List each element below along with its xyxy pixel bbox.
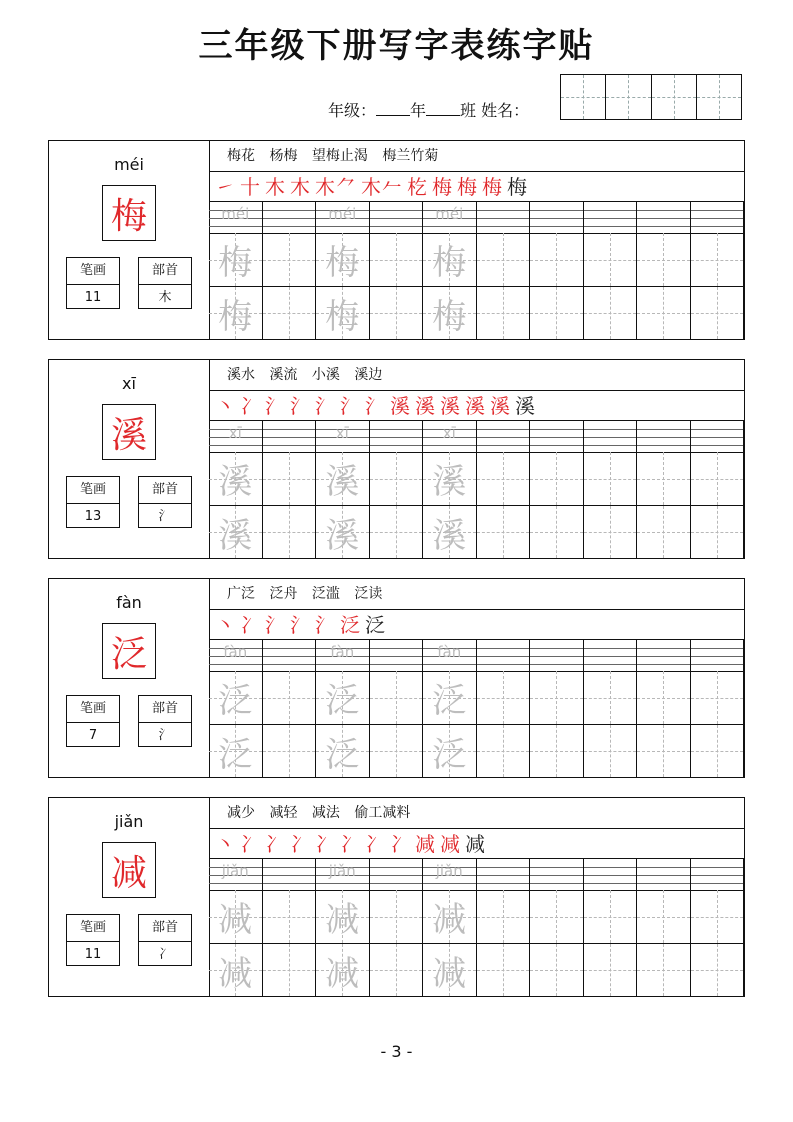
- pinyin-cell[interactable]: [423, 859, 477, 890]
- pinyin-cell[interactable]: [370, 421, 424, 452]
- word-examples: 溪水 溪流 小溪 溪边: [209, 360, 744, 391]
- page-number: - 3 -: [380, 1042, 413, 1061]
- stroke-step: 氵: [265, 613, 286, 637]
- writing-cell[interactable]: [316, 725, 370, 777]
- stroke-step: 冫: [240, 394, 261, 418]
- writing-cell[interactable]: [423, 725, 477, 777]
- radical-box: [138, 914, 192, 966]
- practice-area: [209, 798, 744, 996]
- stroke-step: 减: [415, 832, 436, 856]
- writing-cell[interactable]: [423, 671, 477, 724]
- writing-cell[interactable]: [263, 506, 317, 558]
- pinyin-cell[interactable]: [316, 421, 370, 452]
- writing-grid-row: [209, 506, 744, 558]
- char-practice-block: [48, 578, 745, 778]
- pinyin-cell[interactable]: [370, 640, 424, 671]
- char-pinyin: fàn: [116, 593, 142, 612]
- writing-cell[interactable]: [477, 671, 531, 724]
- writing-cell[interactable]: [584, 944, 638, 996]
- pinyin-cell[interactable]: [584, 421, 638, 452]
- pinyin-cell[interactable]: [477, 421, 531, 452]
- trace-pinyin: méi: [328, 205, 357, 223]
- char-display: 减: [102, 842, 156, 898]
- writing-cell[interactable]: [637, 671, 691, 724]
- radical-label: 部首: [139, 477, 191, 504]
- pinyin-cell[interactable]: [316, 202, 370, 233]
- stroke-count-box: [66, 695, 120, 747]
- stroke-step: 溪: [415, 394, 436, 418]
- writing-cell[interactable]: [316, 944, 370, 996]
- stroke-count-label: 笔画: [67, 477, 119, 504]
- writing-cell[interactable]: [691, 233, 745, 286]
- writing-cell[interactable]: [530, 671, 584, 724]
- writing-cell[interactable]: [584, 287, 638, 339]
- writing-cell[interactable]: [370, 890, 424, 943]
- writing-cell[interactable]: [370, 452, 424, 505]
- writing-cell[interactable]: [530, 233, 584, 286]
- writing-cell[interactable]: [637, 287, 691, 339]
- writing-grid-row: [209, 287, 744, 339]
- practice-area: [209, 141, 744, 339]
- char-display: 梅: [102, 185, 156, 241]
- trace-char: 减: [325, 900, 360, 940]
- pinyin-cell[interactable]: [209, 640, 263, 671]
- stroke-step: 杚: [407, 175, 428, 199]
- writing-cell[interactable]: [584, 233, 638, 286]
- writing-cell[interactable]: [691, 452, 745, 505]
- writing-cell[interactable]: [477, 452, 531, 505]
- stroke-step: ㇀: [215, 175, 236, 199]
- stroke-step: 溪: [490, 394, 511, 418]
- radical-value: 冫: [158, 947, 172, 962]
- char-info-panel: [49, 360, 210, 558]
- stroke-step: 梅: [507, 175, 528, 199]
- writing-cell[interactable]: [691, 890, 745, 943]
- name-cell[interactable]: [652, 75, 697, 119]
- char-info-panel: [49, 141, 210, 339]
- writing-cell[interactable]: [584, 452, 638, 505]
- pinyin-cell[interactable]: [584, 640, 638, 671]
- writing-cell[interactable]: [263, 944, 317, 996]
- year-label: 年: [410, 101, 427, 120]
- radical-box: [138, 257, 192, 309]
- radical-label: 部首: [139, 915, 191, 942]
- writing-cell[interactable]: [584, 671, 638, 724]
- name-cell[interactable]: [697, 75, 741, 119]
- pinyin-cell[interactable]: [477, 640, 531, 671]
- stroke-count-label: 笔画: [67, 258, 119, 285]
- pinyin-trace-row: [209, 640, 744, 672]
- writing-cell[interactable]: [370, 944, 424, 996]
- writing-cell[interactable]: [423, 944, 477, 996]
- writing-cell[interactable]: [370, 506, 424, 558]
- writing-cell[interactable]: [691, 506, 745, 558]
- radical-value: 氵: [158, 509, 172, 524]
- pinyin-cell[interactable]: [637, 859, 691, 890]
- writing-grid-row: [209, 725, 744, 777]
- stroke-step: 木: [290, 175, 311, 199]
- radical-box: [138, 695, 192, 747]
- trace-char: 减: [218, 953, 253, 994]
- writing-cell[interactable]: [423, 506, 477, 558]
- pinyin-cell[interactable]: [423, 202, 477, 233]
- stroke-step: 丶: [215, 832, 236, 856]
- pinyin-cell[interactable]: [584, 202, 638, 233]
- writing-cell[interactable]: [530, 725, 584, 777]
- stroke-step: 梅: [482, 175, 503, 199]
- writing-cell[interactable]: [316, 890, 370, 943]
- stroke-order: [209, 829, 744, 859]
- trace-char: 泛: [432, 681, 467, 721]
- stroke-order: [209, 610, 744, 640]
- writing-cell[interactable]: [584, 890, 638, 943]
- pinyin-trace-row: [209, 421, 744, 453]
- stroke-step: 氵: [315, 613, 336, 637]
- writing-cell[interactable]: [263, 287, 317, 339]
- trace-char: 泛: [325, 734, 360, 775]
- writing-grid-row: [209, 671, 744, 725]
- trace-char: 梅: [218, 243, 253, 283]
- char-pinyin: jiǎn: [114, 812, 144, 831]
- trace-char: 泛: [218, 734, 253, 775]
- radical-value: 氵: [158, 728, 172, 743]
- writing-cell[interactable]: [209, 452, 263, 505]
- stroke-step: 氵: [265, 394, 286, 418]
- pinyin-cell[interactable]: [263, 421, 317, 452]
- stroke-step: 冫: [390, 832, 411, 856]
- writing-cell[interactable]: [209, 944, 263, 996]
- stroke-step: 减: [440, 832, 461, 856]
- trace-char: 梅: [218, 296, 253, 337]
- stroke-step: 泛: [340, 613, 361, 637]
- char-practice-block: [48, 359, 745, 559]
- radical-label: 部首: [139, 258, 191, 285]
- trace-char: 梅: [325, 243, 360, 283]
- stroke-step: 溪: [390, 394, 411, 418]
- trace-char: 溪: [218, 462, 253, 502]
- stroke-count-label: 笔画: [67, 696, 119, 723]
- writing-cell[interactable]: [423, 233, 477, 286]
- name-label: 姓名：: [481, 101, 530, 120]
- pinyin-cell[interactable]: [263, 859, 317, 890]
- radical-value: 木: [158, 290, 172, 305]
- char-display: 泛: [102, 623, 156, 679]
- writing-cell[interactable]: [370, 233, 424, 286]
- pinyin-cell[interactable]: [637, 202, 691, 233]
- trace-char: 梅: [325, 296, 360, 337]
- writing-cell[interactable]: [637, 506, 691, 558]
- practice-area: [209, 360, 744, 558]
- pinyin-cell[interactable]: [370, 202, 424, 233]
- stroke-step: 氵: [290, 394, 311, 418]
- writing-cell[interactable]: [637, 233, 691, 286]
- trace-pinyin: fàn: [223, 643, 248, 661]
- writing-cell[interactable]: [209, 287, 263, 339]
- word-examples: 广泛 泛舟 泛滥 泛读: [209, 579, 744, 610]
- writing-cell[interactable]: [477, 233, 531, 286]
- stroke-step: 氵: [290, 613, 311, 637]
- stroke-step: 丶: [215, 394, 236, 418]
- char-practice-block: [48, 140, 745, 340]
- trace-pinyin: jiǎn: [221, 862, 249, 880]
- char-info-panel: [49, 798, 210, 996]
- writing-cell[interactable]: [530, 287, 584, 339]
- pinyin-cell[interactable]: [530, 640, 584, 671]
- writing-cell[interactable]: [316, 452, 370, 505]
- writing-cell[interactable]: [584, 725, 638, 777]
- writing-cell[interactable]: [209, 725, 263, 777]
- writing-cell[interactable]: [370, 725, 424, 777]
- stroke-step: 十: [240, 175, 261, 199]
- trace-char: 溪: [325, 462, 360, 502]
- stroke-step: 溪: [440, 394, 461, 418]
- writing-cell[interactable]: [263, 233, 317, 286]
- char-practice-block: [48, 797, 745, 997]
- writing-cell[interactable]: [477, 890, 531, 943]
- stroke-step: 梅: [432, 175, 453, 199]
- trace-char: 减: [432, 900, 467, 940]
- stroke-step: 冫: [240, 832, 261, 856]
- writing-cell[interactable]: [370, 671, 424, 724]
- writing-cell[interactable]: [530, 890, 584, 943]
- stroke-count-label: 笔画: [67, 915, 119, 942]
- pinyin-cell[interactable]: [530, 421, 584, 452]
- trace-char: 溪: [432, 462, 467, 502]
- trace-pinyin: jiǎn: [328, 862, 356, 880]
- trace-char: 泛: [218, 681, 253, 721]
- stroke-step: 溪: [465, 394, 486, 418]
- char-display: 溪: [102, 404, 156, 460]
- writing-cell[interactable]: [209, 671, 263, 724]
- pinyin-cell[interactable]: [423, 421, 477, 452]
- stroke-count-box: [66, 914, 120, 966]
- grade-label: 年级：: [328, 101, 377, 120]
- stroke-step: 氵: [340, 394, 361, 418]
- practice-area: [209, 579, 744, 777]
- writing-cell[interactable]: [477, 287, 531, 339]
- pinyin-cell[interactable]: [637, 421, 691, 452]
- pinyin-cell[interactable]: [370, 859, 424, 890]
- trace-char: 溪: [432, 515, 467, 556]
- pinyin-cell[interactable]: [691, 640, 745, 671]
- trace-char: 溪: [218, 515, 253, 556]
- stroke-step: 丶: [215, 613, 236, 637]
- radical-label: 部首: [139, 696, 191, 723]
- pinyin-cell[interactable]: [209, 421, 263, 452]
- pinyin-cell[interactable]: [209, 202, 263, 233]
- name-cell[interactable]: [561, 75, 606, 119]
- writing-cell[interactable]: [423, 452, 477, 505]
- writing-cell[interactable]: [637, 452, 691, 505]
- grade-blank[interactable]: [376, 101, 410, 116]
- stroke-count-box: [66, 257, 120, 309]
- writing-cell[interactable]: [209, 890, 263, 943]
- stroke-step: 木⺈: [315, 175, 357, 199]
- class-blank[interactable]: [426, 101, 460, 116]
- trace-char: 溪: [325, 515, 360, 556]
- writing-cell[interactable]: [691, 944, 745, 996]
- pinyin-cell[interactable]: [477, 859, 531, 890]
- writing-cell[interactable]: [477, 506, 531, 558]
- trace-char: 减: [432, 953, 467, 994]
- trace-pinyin: méi: [221, 205, 250, 223]
- student-info: [328, 98, 529, 121]
- writing-grid-row: [209, 890, 744, 944]
- pinyin-cell[interactable]: [584, 859, 638, 890]
- writing-cell[interactable]: [637, 944, 691, 996]
- pinyin-cell[interactable]: [423, 640, 477, 671]
- pinyin-cell[interactable]: [530, 202, 584, 233]
- trace-char: 减: [218, 900, 253, 940]
- stroke-step: 氵: [365, 394, 386, 418]
- stroke-step: 减: [465, 832, 486, 856]
- trace-char: 梅: [432, 243, 467, 283]
- char-pinyin: méi: [114, 155, 144, 174]
- class-label: 班: [460, 101, 477, 120]
- char-pinyin: xī: [122, 374, 136, 393]
- pinyin-cell[interactable]: [691, 202, 745, 233]
- pinyin-cell[interactable]: [691, 421, 745, 452]
- writing-cell[interactable]: [370, 287, 424, 339]
- stroke-count-value: 7: [88, 728, 98, 743]
- pinyin-cell[interactable]: [530, 859, 584, 890]
- stroke-order: [209, 172, 744, 202]
- stroke-step: 梅: [457, 175, 478, 199]
- writing-cell[interactable]: [316, 506, 370, 558]
- writing-cell[interactable]: [691, 725, 745, 777]
- char-info-panel: [49, 579, 210, 777]
- page-title: 三年级下册写字表练字贴: [198, 26, 595, 66]
- trace-pinyin: méi: [435, 205, 464, 223]
- pinyin-cell[interactable]: [263, 640, 317, 671]
- pinyin-cell[interactable]: [637, 640, 691, 671]
- writing-grid-row: [209, 233, 744, 287]
- trace-pinyin: xī: [228, 424, 242, 442]
- stroke-count-value: 11: [84, 290, 102, 305]
- word-examples: 减少 减轻 减法 偷工减料: [209, 798, 744, 829]
- writing-cell[interactable]: [691, 287, 745, 339]
- name-cell[interactable]: [606, 75, 651, 119]
- stroke-step: 冫: [315, 832, 336, 856]
- trace-pinyin: xī: [442, 424, 456, 442]
- trace-pinyin: xī: [335, 424, 349, 442]
- trace-char: 泛: [325, 681, 360, 721]
- pinyin-trace-row: [209, 202, 744, 234]
- writing-cell[interactable]: [316, 233, 370, 286]
- stroke-step: 冫: [265, 832, 286, 856]
- writing-cell[interactable]: [263, 890, 317, 943]
- stroke-step: 木: [265, 175, 286, 199]
- writing-cell[interactable]: [530, 452, 584, 505]
- stroke-count-value: 11: [84, 947, 102, 962]
- writing-cell[interactable]: [263, 452, 317, 505]
- trace-pinyin: fàn: [437, 643, 462, 661]
- radical-box: [138, 476, 192, 528]
- writing-grid-row: [209, 452, 744, 506]
- stroke-step: 冫: [290, 832, 311, 856]
- stroke-count-value: 13: [84, 509, 102, 524]
- writing-cell[interactable]: [477, 725, 531, 777]
- writing-cell[interactable]: [637, 890, 691, 943]
- writing-cell[interactable]: [691, 671, 745, 724]
- writing-cell[interactable]: [316, 287, 370, 339]
- pinyin-cell[interactable]: [263, 202, 317, 233]
- stroke-step: 冫: [340, 832, 361, 856]
- writing-cell[interactable]: [477, 944, 531, 996]
- stroke-step: 溪: [515, 394, 536, 418]
- writing-cell[interactable]: [530, 506, 584, 558]
- trace-pinyin: fàn: [330, 643, 355, 661]
- stroke-step: 氵: [315, 394, 336, 418]
- trace-char: 泛: [432, 734, 467, 775]
- writing-cell[interactable]: [209, 233, 263, 286]
- writing-cell[interactable]: [423, 890, 477, 943]
- writing-cell[interactable]: [637, 725, 691, 777]
- writing-cell[interactable]: [209, 506, 263, 558]
- trace-char: 梅: [432, 296, 467, 337]
- writing-grid-row: [209, 944, 744, 996]
- trace-char: 减: [325, 953, 360, 994]
- stroke-step: 泛: [365, 613, 386, 637]
- word-examples: 梅花 杨梅 望梅止渴 梅兰竹菊: [209, 141, 744, 172]
- name-writing-grid[interactable]: [560, 74, 742, 120]
- writing-cell[interactable]: [263, 671, 317, 724]
- pinyin-cell[interactable]: [316, 859, 370, 890]
- trace-pinyin: jiǎn: [435, 862, 463, 880]
- pinyin-cell[interactable]: [477, 202, 531, 233]
- stroke-step: 木𠂉: [361, 175, 403, 199]
- writing-cell[interactable]: [584, 506, 638, 558]
- stroke-count-box: [66, 476, 120, 528]
- writing-cell[interactable]: [263, 725, 317, 777]
- pinyin-trace-row: [209, 859, 744, 891]
- pinyin-cell[interactable]: [691, 859, 745, 890]
- stroke-step: 冫: [365, 832, 386, 856]
- stroke-step: 冫: [240, 613, 261, 637]
- writing-cell[interactable]: [423, 287, 477, 339]
- writing-cell[interactable]: [530, 944, 584, 996]
- writing-cell[interactable]: [316, 671, 370, 724]
- pinyin-cell[interactable]: [316, 640, 370, 671]
- pinyin-cell[interactable]: [209, 859, 263, 890]
- stroke-order: [209, 391, 744, 421]
